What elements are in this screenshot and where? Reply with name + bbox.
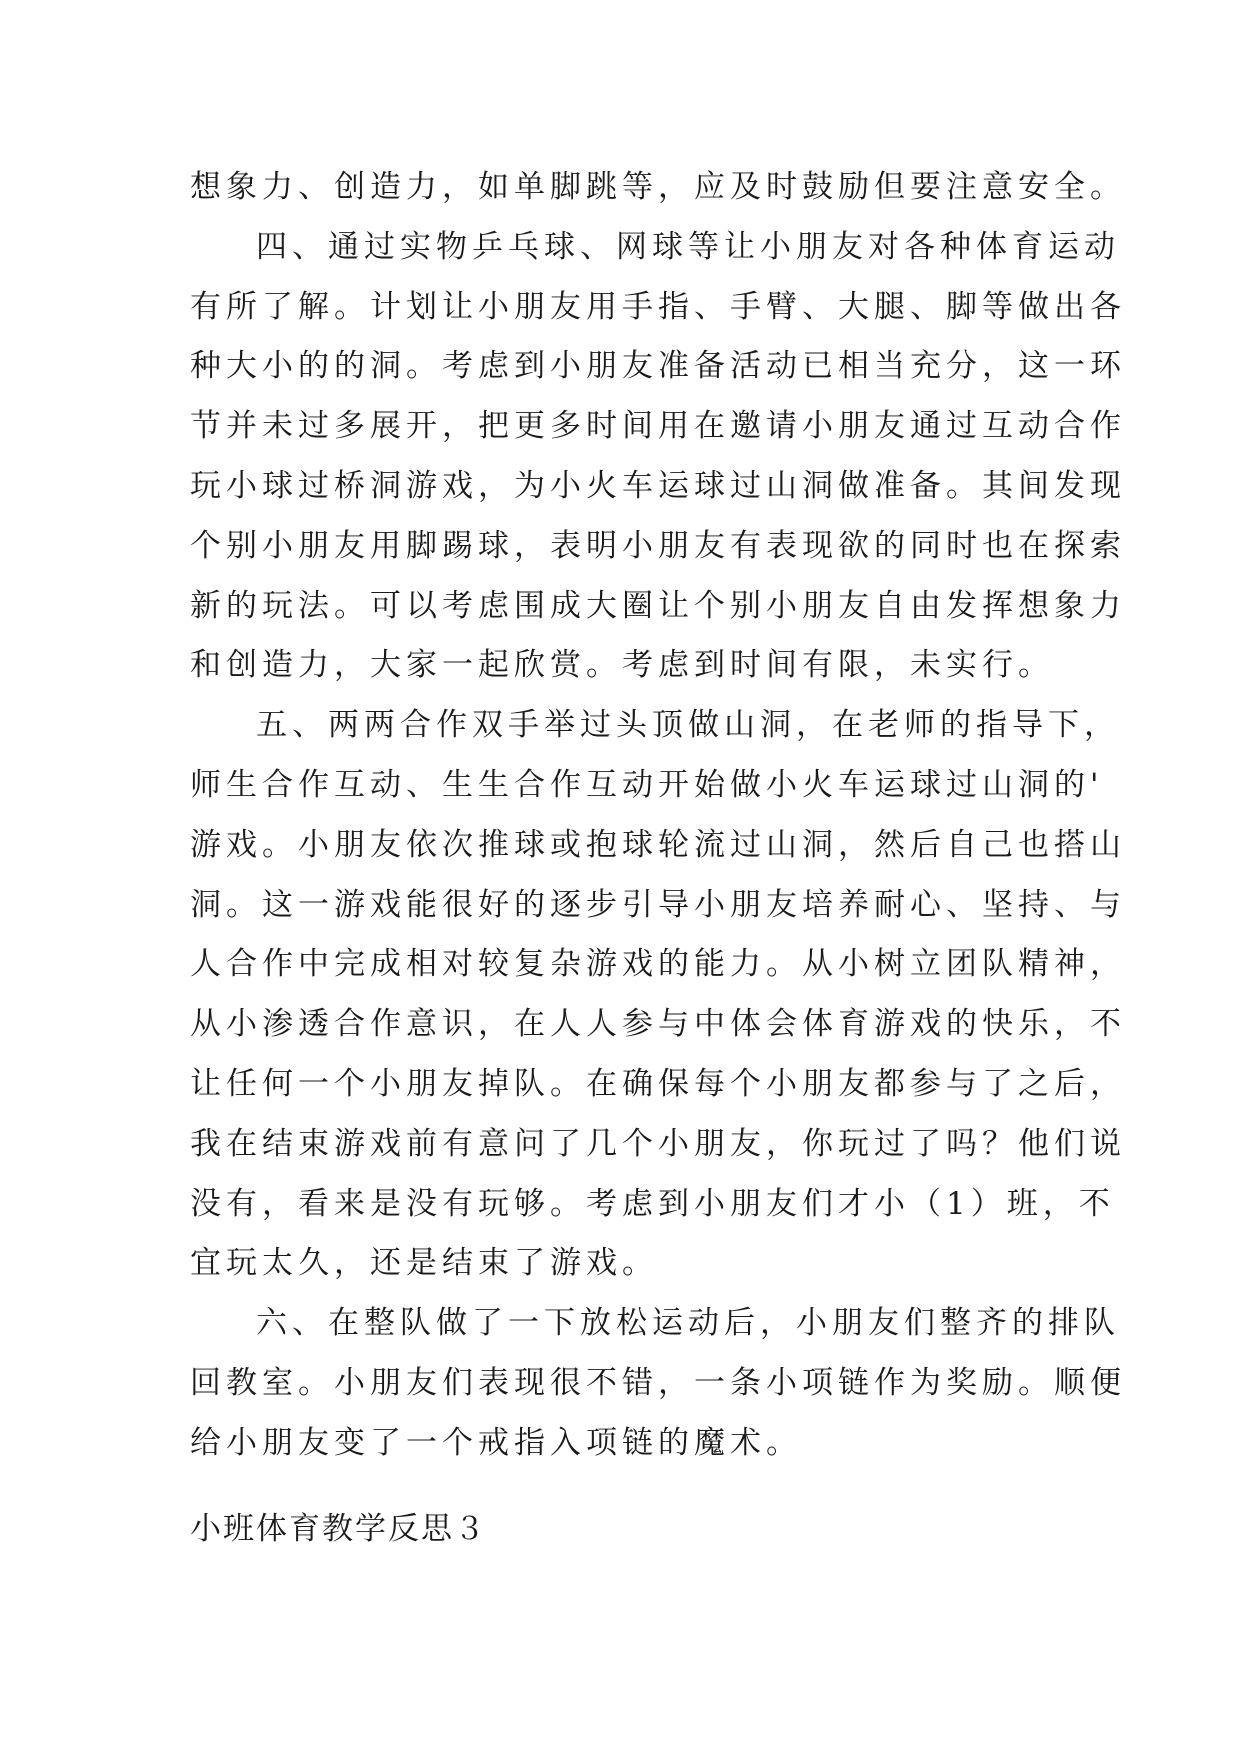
paragraph-line: 游戏。小朋友依次推球或抱球轮流过山洞，然后自己也搭山 — [190, 826, 1126, 863]
paragraph-line: 五、两两合作双手举过头顶做山洞，在老师的指导下， — [256, 707, 1120, 744]
paragraph-line: 六、在整队做了一下放松运动后，小朋友们整齐的排队 — [256, 1305, 1120, 1342]
paragraph-line: 从小渗透合作意识，在人人参与中体会体育游戏的快乐，不 — [190, 1006, 1126, 1043]
paragraph-line: 师生合作互动、生生合作互动开始做小火车运球过山洞的' — [190, 766, 1104, 803]
paragraph-line: 种大小的的洞。考虑到小朋友准备活动已相当充分，这一环 — [190, 348, 1126, 385]
paragraph-line: 让任何一个小朋友掉队。在确保每个小朋友都参与了之后， — [190, 1065, 1126, 1102]
paragraph-line: 没有，看来是没有玩够。考虑到小朋友们才小（1）班，不 — [190, 1185, 1115, 1222]
paragraph-line: 想象力、创造力，如单脚跳等，应及时鼓励但要注意安全。 — [190, 169, 1126, 205]
paragraph-line: 玩小球过桥洞游戏，为小火车运球过山洞做准备。其间发现 — [190, 467, 1126, 504]
paragraph-line: 人合作中完成相对较复杂游戏的能力。从小树立团队精神， — [190, 946, 1126, 983]
paragraph-line: 四、通过实物乒乓球、网球等让小朋友对各种体育运动 — [256, 228, 1120, 265]
paragraph-line: 给小朋友变了一个戒指入项链的魔术。 — [190, 1424, 802, 1461]
paragraph-line: 洞。这一游戏能很好的逐步引导小朋友培养耐心、坚持、与 — [190, 886, 1126, 923]
paragraph-line: 宜玩太久，还是结束了游戏。 — [190, 1245, 658, 1282]
paragraph-line: 和创造力，大家一起欣赏。考虑到时间有限，未实行。 — [190, 647, 1054, 684]
paragraph-line: 个别小朋友用脚踢球，表明小朋友有表现欲的同时也在探索 — [190, 527, 1126, 564]
paragraph-line: 节并未过多展开，把更多时间用在邀请小朋友通过互动合作 — [190, 408, 1126, 445]
body-text — [190, 158, 1126, 1474]
paragraph-line: 新的玩法。可以考虑围成大圈让个别小朋友自由发挥想象力 — [190, 587, 1126, 624]
section-heading: 小班体育教学反思３ — [190, 1511, 487, 1547]
paragraph-line: 有所了解。计划让小朋友用手指、手臂、大腿、脚等做出各 — [190, 288, 1126, 325]
paragraph-line: 回教室。小朋友们表现很不错，一条小项链作为奖励。顺便 — [190, 1364, 1126, 1401]
paragraph-line: 我在结束游戏前有意问了几个小朋友，你玩过了吗？他们说 — [190, 1125, 1126, 1162]
